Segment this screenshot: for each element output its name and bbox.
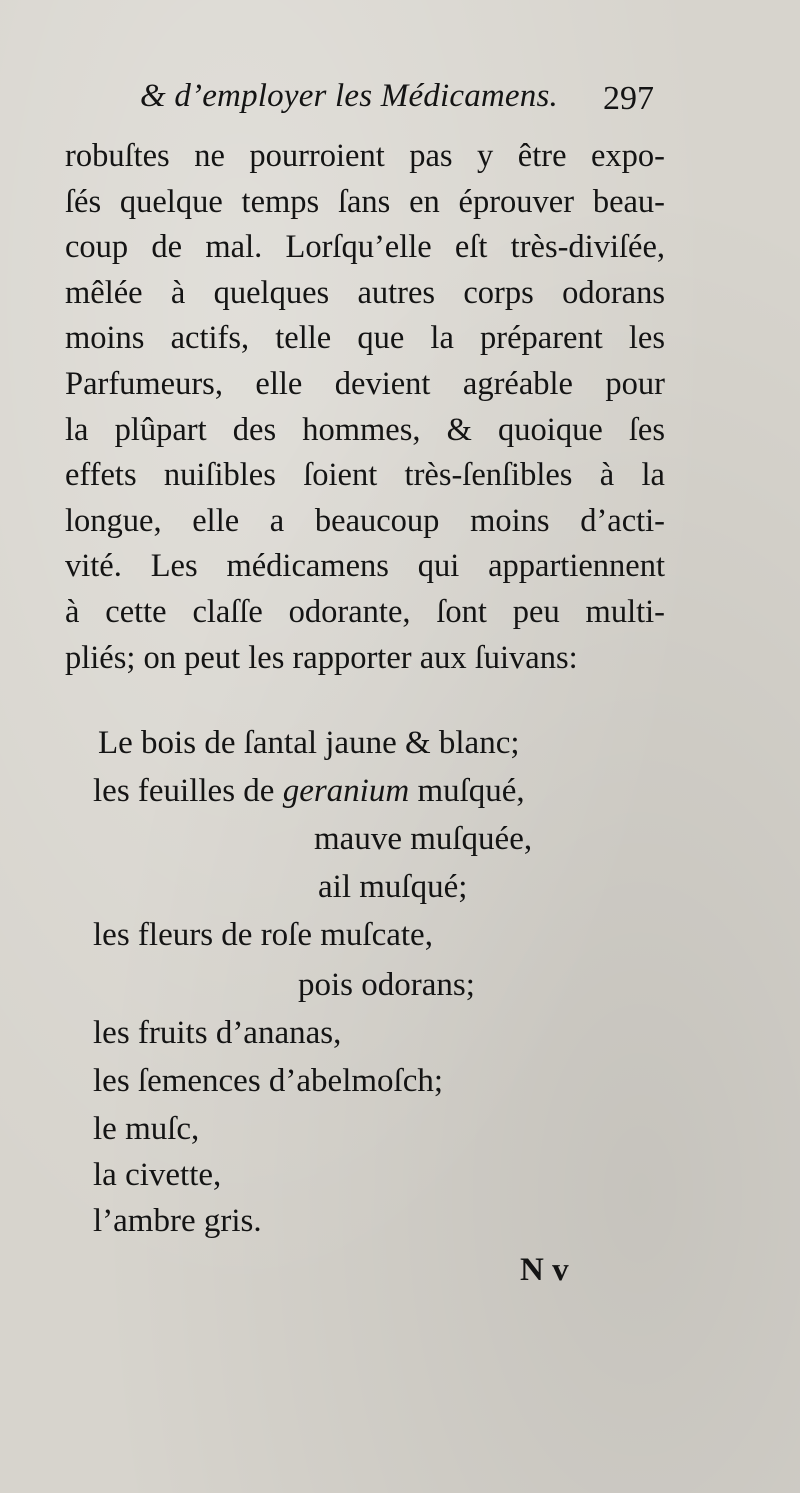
text-line: la plûpart des hommes, & quoique ſes	[65, 411, 665, 448]
list-item	[93, 768, 525, 814]
text-line: Parfumeurs, elle devient agréable pour	[65, 365, 665, 402]
list-item: les fleurs de roſe muſcate,	[93, 917, 433, 953]
list-item-prefix: les feuilles de	[93, 773, 283, 809]
text-line: à cette claſſe odorante, ſont peu multi-	[65, 593, 665, 630]
list-item-suffix: muſqué,	[409, 773, 525, 809]
running-title: & d’employer les Médicamens.	[140, 78, 558, 114]
page-header	[140, 78, 660, 122]
text-line: longue, elle a beaucoup moins d’acti-	[65, 502, 665, 539]
text-line: effets nuiſibles ſoient très-ſenſibles à la	[65, 457, 665, 494]
text-line: vité. Les médicamens qui appartiennent	[65, 548, 665, 585]
text-line: coup de mal. Lorſqu’elle eſt très-diviſée,	[65, 229, 665, 266]
page-number: 297	[603, 80, 654, 117]
list-item: mauve muſquée,	[314, 821, 533, 857]
text-line: ſés quelque temps ſans en éprouver beau-	[65, 183, 665, 220]
list-item: ail muſqué;	[318, 869, 468, 905]
list-item: les ſemences d’abelmoſch;	[93, 1063, 444, 1099]
list-item-italic: geranium	[282, 773, 410, 809]
text-line: pliés; on peut les rapporter aux ſuivans:	[65, 639, 578, 676]
text-line: mêlée à quelques autres corps odorans	[65, 274, 665, 311]
signature-mark: N v	[520, 1252, 569, 1288]
list-item: le muſc,	[93, 1111, 200, 1147]
body-paragraph	[65, 134, 665, 681]
list-item: la civette,	[93, 1157, 222, 1193]
list-item: l’ambre gris.	[93, 1203, 262, 1239]
list-item: les fruits d’ananas,	[93, 1015, 342, 1051]
list-item: pois odorans;	[298, 967, 475, 1003]
list-item: Le bois de ſantal jaune & blanc;	[98, 725, 520, 761]
text-line: robuſtes ne pourroient pas y être expo-	[65, 138, 665, 174]
text-line: moins actifs, telle que la préparent les	[65, 320, 665, 357]
